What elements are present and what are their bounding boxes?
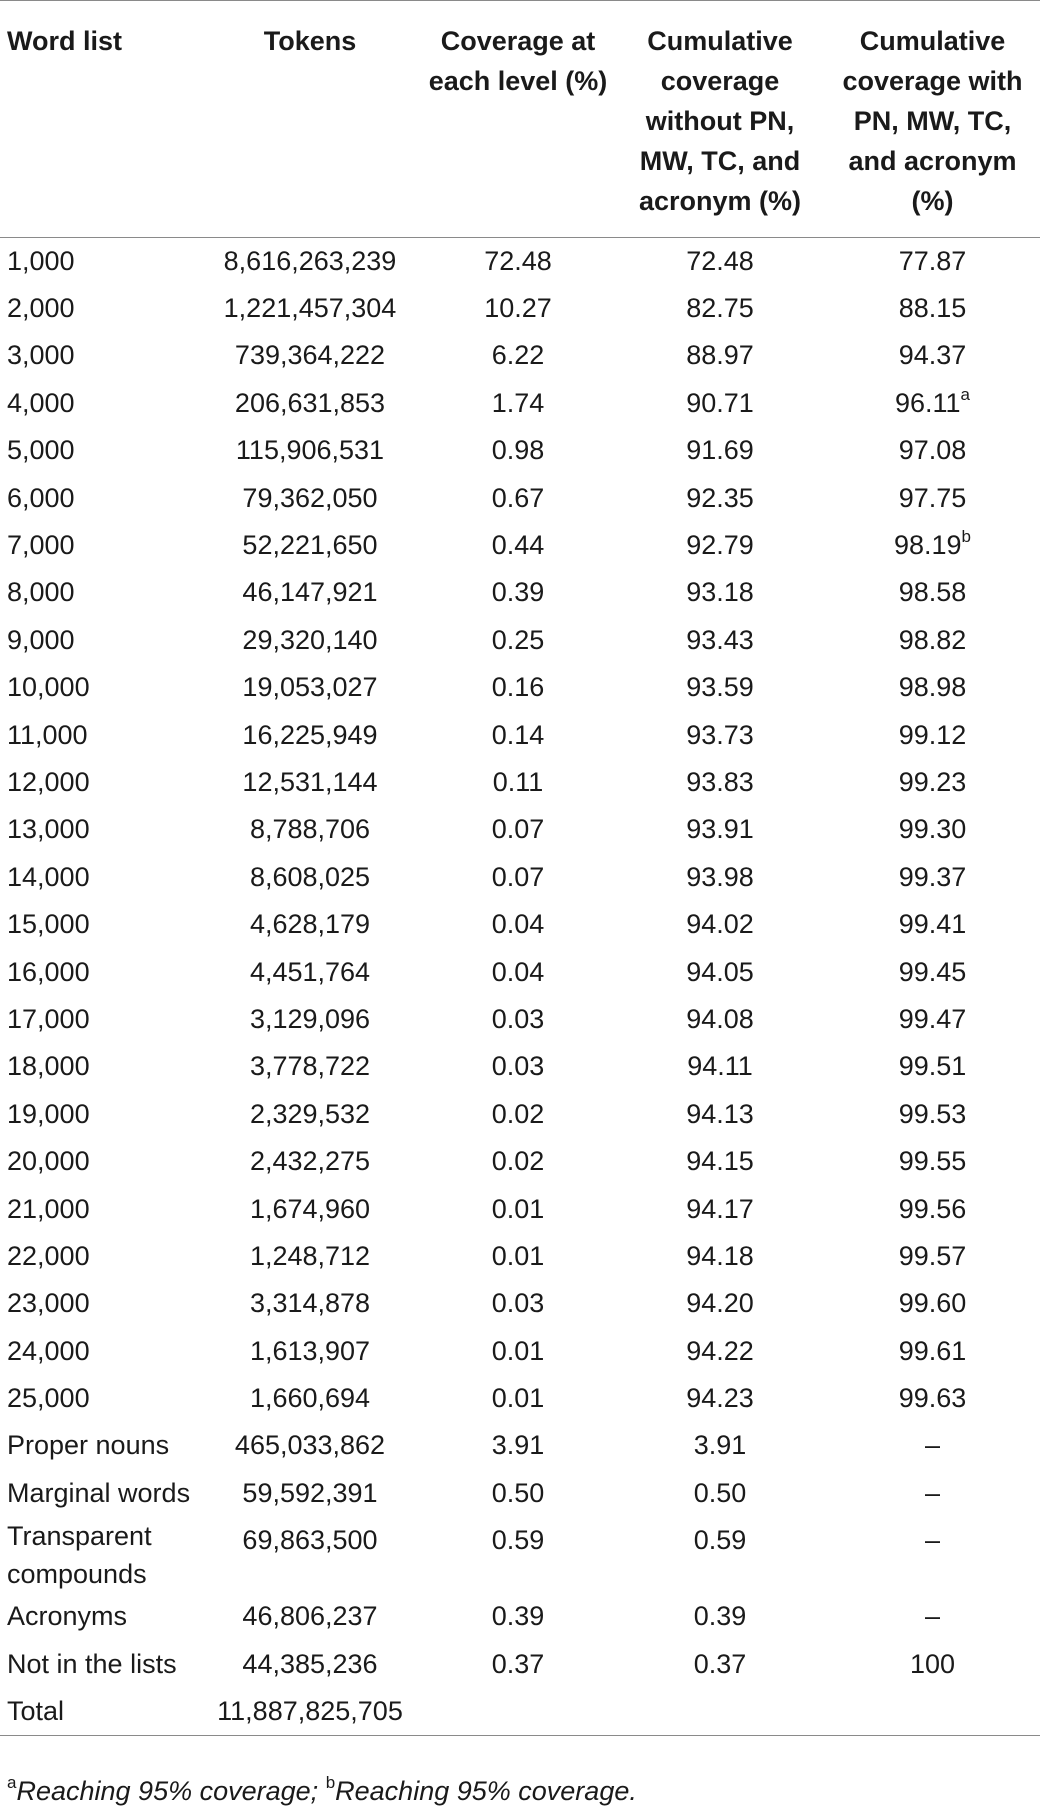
cell-word-list: Transparent compounds (7, 1521, 152, 1590)
cell-tokens: 79,362,050 (242, 482, 378, 513)
cell-coverage: 0.39 (491, 1601, 545, 1632)
cell-tokens: 3,778,722 (249, 1051, 371, 1082)
cell-coverage: 0.16 (491, 672, 545, 703)
cell-cumulative-with: 99.63 (898, 1383, 967, 1414)
cell-coverage: 0.03 (491, 1003, 545, 1034)
cell-word-list: 16,000 (7, 956, 90, 987)
footnote-marker: a (960, 384, 971, 404)
cell-tokens: 1,248,712 (249, 1240, 371, 1271)
cell-cumulative-without: 72.48 (686, 245, 754, 276)
cell-tokens: 8,788,706 (249, 814, 371, 845)
table-row (0, 1138, 1040, 1185)
cell-coverage: 0.14 (491, 719, 545, 750)
cell-coverage: 0.67 (491, 482, 545, 513)
cell-word-list: 2,000 (7, 293, 75, 324)
cell-word-list: Not in the lists (7, 1648, 177, 1679)
cell-word-list: Marginal words (7, 1477, 191, 1508)
footnote-marker: b (961, 527, 972, 547)
cell-cumulative-with: 94.37 (898, 340, 967, 371)
cell-cumulative-with: 88.15 (898, 293, 967, 324)
cell-tokens: 3,129,096 (249, 1003, 371, 1034)
cell-cumulative-without: 90.71 (686, 387, 754, 418)
cell-word-list: 8,000 (7, 577, 75, 608)
cell-cumulative-with: 99.41 (898, 909, 967, 940)
table-row (0, 1422, 1040, 1469)
table-row (0, 1640, 1040, 1687)
cell-cumulative-without: 92.79 (686, 530, 754, 561)
cell-word-list: Acronyms (7, 1601, 128, 1632)
cell-word-list: 9,000 (7, 624, 75, 655)
cell-coverage: 0.01 (491, 1240, 545, 1271)
cell-word-list: 23,000 (7, 1288, 90, 1319)
cell-cumulative-without: 93.59 (686, 672, 754, 703)
cell-cumulative-without: 94.05 (686, 956, 754, 987)
cell-word-list: 6,000 (7, 482, 75, 513)
cell-cumulative-without: 93.91 (686, 814, 754, 845)
cell-cumulative-with: 99.61 (898, 1335, 967, 1366)
cell-cumulative-without: 94.20 (686, 1288, 754, 1319)
table-footnote (7, 1773, 637, 1807)
cell-coverage: 0.37 (491, 1648, 545, 1679)
header-cumulative-with: Cumulative coverage with PN, MW, TC, and acronym (%) (825, 1, 1040, 238)
table-row (0, 1470, 1040, 1517)
cell-tokens: 115,906,531 (235, 435, 385, 466)
cell-cumulative-without: 91.69 (686, 435, 754, 466)
cell-word-list: 7,000 (7, 530, 75, 561)
cell-word-list: 15,000 (7, 909, 90, 940)
cell-cumulative-with: 98.98 (898, 672, 967, 703)
table-row (0, 1233, 1040, 1280)
cell-tokens: 1,660,694 (249, 1383, 371, 1414)
footnote-mark-a: a (7, 1773, 17, 1792)
cell-coverage: 0.59 (491, 1525, 545, 1556)
cell-cumulative-with: 98.82 (898, 624, 967, 655)
cell-coverage: 1.74 (491, 387, 545, 418)
cell-word-list: 4,000 (7, 387, 75, 418)
cell-cumulative-without: 94.22 (686, 1335, 754, 1366)
cell-tokens: 69,863,500 (242, 1525, 378, 1556)
cell-word-list: 3,000 (7, 340, 75, 371)
cell-coverage: 0.39 (491, 577, 545, 608)
cell-tokens: 1,221,457,304 (223, 293, 397, 324)
cell-coverage: 0.98 (491, 435, 545, 466)
table-row (0, 1593, 1040, 1640)
cell-tokens: 4,451,764 (249, 956, 371, 987)
table-row (0, 427, 1040, 474)
table-row (0, 711, 1040, 758)
cell-tokens: 29,320,140 (242, 624, 378, 655)
cell-word-list: 22,000 (7, 1240, 90, 1271)
table-body (0, 238, 1040, 1736)
table-row (0, 1517, 1040, 1593)
cell-word-list: 25,000 (7, 1383, 90, 1414)
header-tokens: Tokens (199, 1, 421, 238)
cell-coverage: 0.03 (491, 1051, 545, 1082)
cell-coverage: 0.02 (491, 1146, 545, 1177)
cell-cumulative-with: 97.08 (898, 435, 967, 466)
cell-cumulative-without: 3.91 (693, 1430, 747, 1461)
table-row (0, 759, 1040, 806)
cell-word-list: 21,000 (7, 1193, 90, 1224)
cell-cumulative-without: 92.35 (686, 482, 754, 513)
table-row (0, 522, 1040, 569)
table-row (0, 996, 1040, 1043)
cell-word-list: 1,000 (7, 245, 75, 276)
table-row (0, 664, 1040, 711)
cell-tokens: 46,147,921 (242, 577, 378, 608)
cell-cumulative-with: 99.51 (898, 1051, 967, 1082)
cell-cumulative-without: 93.18 (686, 577, 754, 608)
cell-coverage: 6.22 (491, 340, 545, 371)
table-row (0, 617, 1040, 664)
table-row (0, 948, 1040, 995)
cell-tokens: 46,806,237 (242, 1601, 378, 1632)
header-coverage-each-level: Coverage at each level (%) (421, 1, 615, 238)
footnote-text-b: Reaching 95% coverage. (335, 1776, 637, 1806)
cell-tokens: 465,033,862 (234, 1430, 386, 1461)
cell-tokens: 1,674,960 (249, 1193, 371, 1224)
cell-cumulative-with: 99.30 (898, 814, 967, 845)
cell-cumulative-with: 99.23 (898, 766, 967, 797)
cell-cumulative-without: 0.37 (693, 1648, 747, 1679)
table-row (0, 1688, 1040, 1735)
table-row (0, 285, 1040, 332)
cell-word-list: Total (0, 1688, 199, 1735)
cell-cumulative-with: – (924, 1430, 941, 1461)
header-word-list: Word list (0, 1, 199, 238)
cell-coverage: 0.01 (491, 1335, 545, 1366)
cell-tokens: 44,385,236 (242, 1648, 378, 1679)
header-cumulative-without: Cumulative coverage without PN, MW, TC, and acronym (%) (615, 1, 825, 238)
cell-word-list: 17,000 (7, 1003, 90, 1034)
table-header (0, 1, 1040, 238)
table-row (0, 569, 1040, 616)
cell-cumulative-without: 82.75 (686, 293, 754, 324)
cell-cumulative-without: 94.17 (686, 1193, 754, 1224)
table-row (0, 332, 1040, 379)
cell-tokens: 11,887,825,705 (199, 1688, 421, 1735)
table-row (0, 901, 1040, 948)
cell-cumulative-with: 99.55 (898, 1146, 967, 1177)
cell-coverage: 0.01 (491, 1383, 545, 1414)
cell-cumulative-without: 93.43 (686, 624, 754, 655)
cell-cumulative-without: 93.73 (686, 719, 754, 750)
cell-cumulative-with: 99.37 (898, 861, 967, 892)
cell-cumulative-without: 94.08 (686, 1003, 754, 1034)
cell-tokens: 4,628,179 (249, 909, 371, 940)
cell-cumulative-with: 97.75 (898, 482, 967, 513)
footnote-text-a: Reaching 95% coverage; (16, 1776, 319, 1806)
table-row (0, 1091, 1040, 1138)
cell-tokens: 59,592,391 (242, 1477, 378, 1508)
cell-coverage: 0.04 (491, 956, 545, 987)
table-row (0, 854, 1040, 901)
cell-coverage: 0.04 (491, 909, 545, 940)
cell-coverage: 3.91 (491, 1430, 545, 1461)
cell-word-list: 13,000 (7, 814, 90, 845)
cell-cumulative-without (615, 1688, 825, 1735)
table-row (0, 1375, 1040, 1422)
cell-cumulative-with: 98.58 (898, 577, 967, 608)
cell-cumulative-without: 0.50 (693, 1477, 747, 1508)
header-row (0, 1, 1040, 238)
cell-coverage: 0.02 (491, 1098, 545, 1129)
cell-tokens: 19,053,027 (242, 672, 378, 703)
cell-word-list: 24,000 (7, 1335, 90, 1366)
cell-word-list: 20,000 (7, 1146, 90, 1177)
cell-cumulative-without: 94.23 (686, 1383, 754, 1414)
cell-cumulative-without: 94.11 (687, 1051, 753, 1082)
cell-tokens: 8,616,263,239 (223, 245, 397, 276)
cell-cumulative-with (825, 1688, 1040, 1735)
table-row (0, 238, 1040, 285)
table-row (0, 806, 1040, 853)
cell-coverage: 0.11 (492, 766, 544, 797)
cell-cumulative-with: 99.56 (898, 1193, 967, 1224)
cell-coverage: 0.07 (491, 861, 545, 892)
cell-coverage: 72.48 (484, 245, 552, 276)
table-row (0, 380, 1040, 427)
footnote-mark-b: b (325, 1773, 336, 1792)
cell-tokens: 206,631,853 (234, 387, 386, 418)
cell-cumulative-with: 100 (909, 1648, 956, 1679)
cell-coverage: 0.50 (491, 1477, 545, 1508)
cell-cumulative-with: 99.12 (898, 719, 967, 750)
cell-cumulative-without: 93.83 (686, 766, 754, 797)
cell-cumulative-with: 99.53 (898, 1098, 967, 1129)
cell-cumulative-with: 77.87 (898, 245, 967, 276)
cell-tokens: 2,432,275 (249, 1146, 371, 1177)
cell-cumulative-without: 0.39 (693, 1601, 747, 1632)
cell-cumulative-with: 98.19$^b$ (893, 527, 972, 561)
cell-word-list: 5,000 (7, 435, 75, 466)
cell-word-list: 19,000 (7, 1098, 90, 1129)
cell-cumulative-with: – (924, 1477, 941, 1508)
cell-coverage: 0.01 (491, 1193, 545, 1224)
cell-word-list: 12,000 (7, 766, 90, 797)
cell-word-list: 10,000 (7, 672, 90, 703)
cell-cumulative-with: 99.57 (898, 1240, 967, 1271)
cell-cumulative-without: 93.98 (686, 861, 754, 892)
cell-cumulative-without: 94.15 (686, 1146, 754, 1177)
cell-cumulative-without: 94.18 (686, 1240, 754, 1271)
cell-cumulative-without: 0.59 (693, 1525, 747, 1556)
cell-cumulative-with: – (924, 1525, 941, 1556)
table-row (0, 1280, 1040, 1327)
cell-coverage: 0.44 (491, 530, 545, 561)
cell-coverage: 0.25 (491, 624, 545, 655)
cell-cumulative-without: 88.97 (686, 340, 754, 371)
cell-cumulative-with: – (924, 1601, 941, 1632)
cell-cumulative-without: 94.13 (686, 1098, 754, 1129)
cell-word-list: Proper nouns (7, 1430, 170, 1461)
cell-cumulative-with: 99.47 (898, 1003, 967, 1034)
cell-tokens: 1,613,907 (249, 1335, 371, 1366)
cell-tokens: 3,314,878 (249, 1288, 371, 1319)
cell-cumulative-with: 99.60 (898, 1288, 967, 1319)
cell-tokens: 8,608,025 (249, 861, 371, 892)
cell-cumulative-without: 94.02 (686, 909, 754, 940)
cell-coverage: 0.07 (491, 814, 545, 845)
cell-tokens: 12,531,144 (242, 766, 378, 797)
table-row (0, 1327, 1040, 1374)
cell-tokens: 52,221,650 (242, 530, 378, 561)
table-row (0, 474, 1040, 521)
cell-word-list: 11,000 (7, 719, 88, 750)
cell-tokens: 739,364,222 (234, 340, 386, 371)
cell-tokens: 2,329,532 (249, 1098, 371, 1129)
table-row (0, 1043, 1040, 1090)
cell-coverage (421, 1688, 615, 1735)
cell-coverage: 0.03 (491, 1288, 545, 1319)
table-row (0, 1185, 1040, 1232)
cell-tokens: 16,225,949 (242, 719, 378, 750)
cell-coverage: 10.27 (484, 293, 552, 324)
cell-word-list: 14,000 (7, 861, 90, 892)
cell-cumulative-with: 96.11$^a$ (894, 384, 971, 418)
cell-cumulative-with: 99.45 (898, 956, 967, 987)
cell-word-list: 18,000 (7, 1051, 90, 1082)
